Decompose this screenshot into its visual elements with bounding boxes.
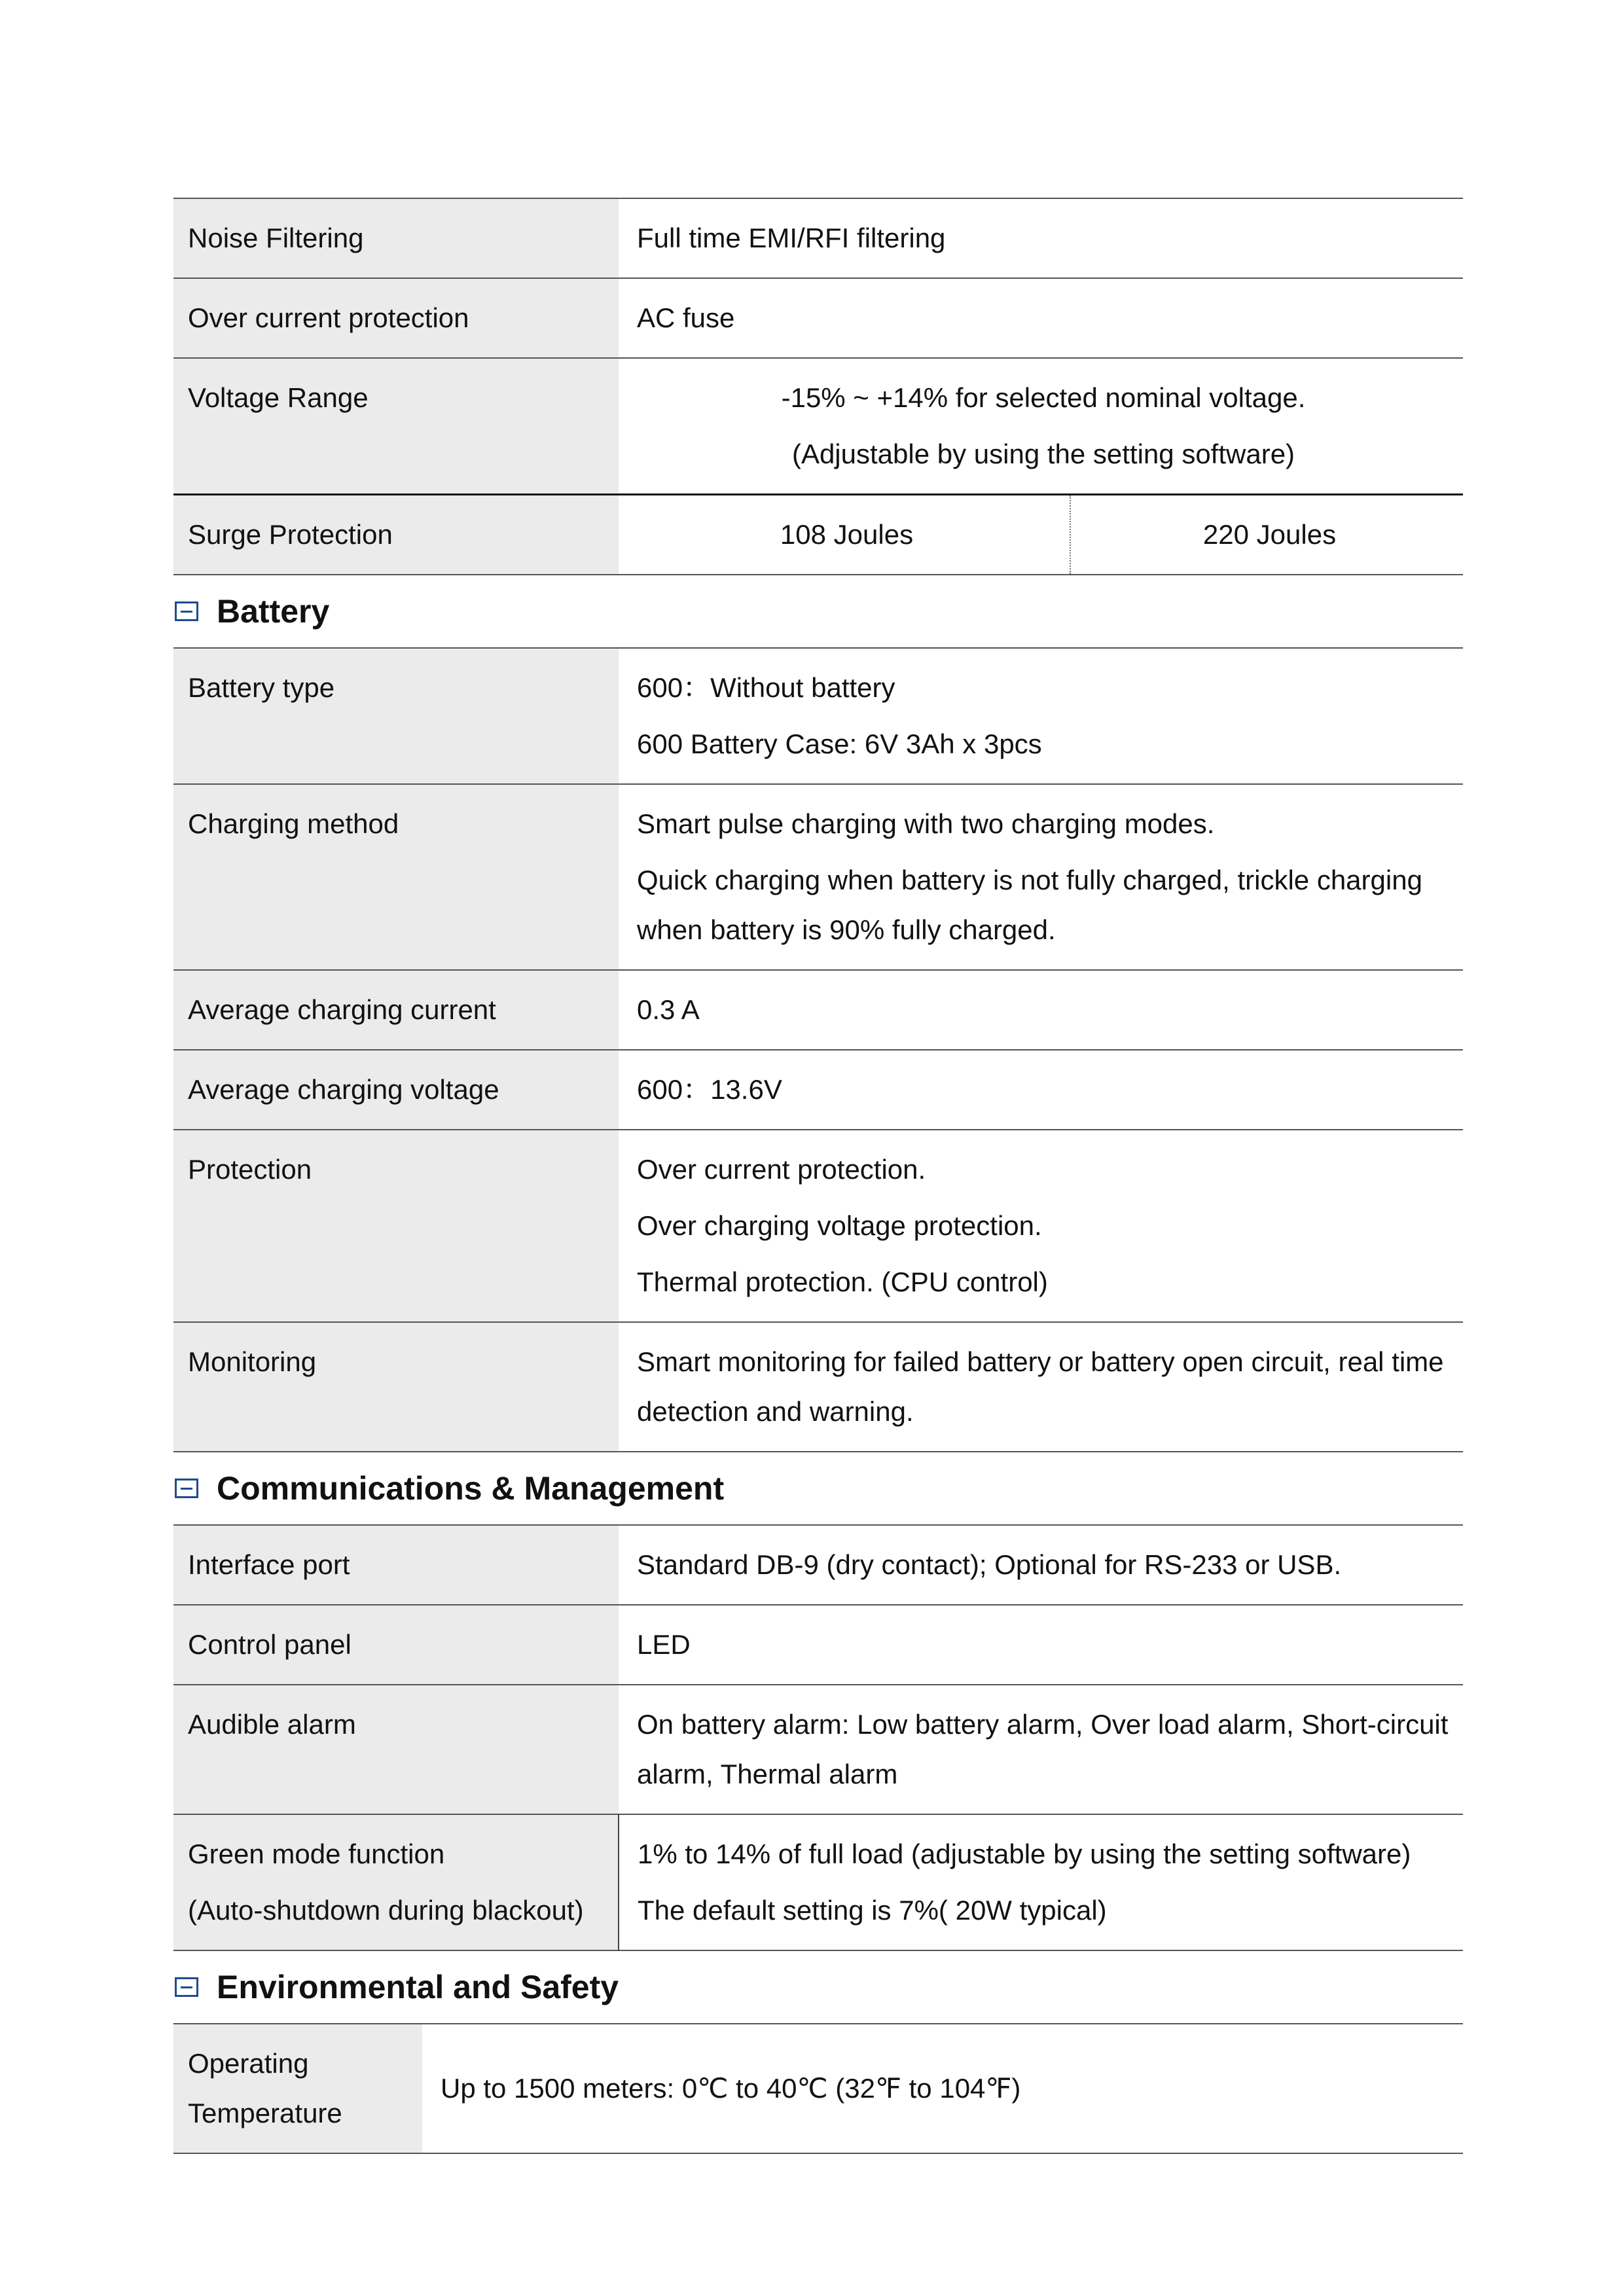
communications-spec-table [173, 1526, 1463, 1951]
value-line: Over current protection. [637, 1154, 926, 1185]
row-label: Over current protection [173, 278, 619, 358]
table-row [173, 495, 1463, 575]
table-row [173, 1605, 1463, 1685]
row-value-b: 220 Joules [1070, 495, 1463, 575]
value-line: -15% ~ +14% for selected nominal voltage. [781, 382, 1306, 413]
table-row [173, 2024, 1463, 2153]
section-heading-battery [173, 575, 1463, 649]
row-value: On battery alarm: Low battery alarm, Over load alarm, Short-circuit alarm, Thermal alarm [637, 1709, 1449, 1789]
row-label: Voltage Range [173, 358, 619, 495]
row-value: Smart monitoring for failed battery or battery open circuit, real time detection and warning. [637, 1346, 1444, 1427]
row-label: Noise Filtering [173, 198, 619, 278]
battery-spec-table [173, 649, 1463, 1452]
table-row [173, 970, 1463, 1050]
collapse-icon [175, 1977, 198, 1997]
value-line: The default setting is 7%( 20W typical) [638, 1895, 1107, 1926]
collapse-icon [175, 1479, 198, 1498]
row-value [619, 1814, 1463, 1950]
row-label: Charging method [173, 784, 619, 970]
table-row [173, 358, 1463, 495]
row-label: Surge Protection [173, 495, 619, 575]
label-line: (Auto-shutdown during blackout) [188, 1895, 584, 1926]
spec-page [173, 198, 1463, 2154]
section-heading-environmental [173, 1951, 1463, 2024]
row-label: Protection [173, 1130, 619, 1322]
row-value: Up to 1500 meters: 0℃ to 40℃ (32℉ to 104℉) [441, 2073, 1021, 2104]
row-label: Average charging current [173, 970, 619, 1050]
row-value: LED [637, 1629, 691, 1660]
section-title: Battery [217, 593, 330, 630]
table-row [173, 1322, 1463, 1452]
power-spec-table [173, 198, 1463, 575]
row-value-a: 108 Joules [780, 519, 914, 550]
value-line: 1% to 14% of full load (adjustable by using the setting software) [638, 1839, 1411, 1869]
row-value: 600：13.6V [637, 1074, 782, 1105]
table-row [173, 1526, 1463, 1605]
section-title: Communications & Management [217, 1470, 725, 1507]
table-row [173, 198, 1463, 278]
section-title: Environmental and Safety [217, 1969, 619, 2005]
value-line: Thermal protection. (CPU control) [637, 1266, 1048, 1297]
value-line: 600：Without battery [637, 672, 895, 703]
table-row [173, 1130, 1463, 1322]
value-line: Over charging voltage protection. [637, 1210, 1042, 1241]
row-label: Audible alarm [173, 1685, 619, 1814]
row-label: Average charging voltage [173, 1050, 619, 1130]
row-value: 0.3 A [637, 994, 700, 1025]
table-row [173, 649, 1463, 784]
collapse-icon [175, 601, 198, 621]
row-value [619, 358, 1463, 495]
value-line: Smart pulse charging with two charging modes. [637, 808, 1215, 839]
row-label: Operating Temperature [173, 2024, 422, 2153]
table-row [173, 278, 1463, 358]
value-line: (Adjustable by using the setting software) [791, 439, 1295, 469]
table-row [173, 1814, 1463, 1950]
row-label: Monitoring [173, 1322, 619, 1452]
row-label: Battery type [173, 649, 619, 784]
row-value [619, 649, 1463, 784]
row-value: Standard DB-9 (dry contact); Optional for RS-233 or USB. [637, 1549, 1342, 1580]
row-label: Interface port [173, 1526, 619, 1605]
row-label [173, 1814, 619, 1950]
row-value [619, 1130, 1463, 1322]
row-label: Control panel [173, 1605, 619, 1685]
table-row [173, 784, 1463, 970]
row-value: AC fuse [637, 302, 735, 333]
label-line: Green mode function [188, 1839, 445, 1869]
row-value [619, 784, 1463, 970]
environmental-spec-table [173, 2024, 1463, 2154]
row-value: Full time EMI/RFI filtering [637, 223, 946, 253]
section-heading-communications [173, 1452, 1463, 1526]
table-row [173, 1050, 1463, 1130]
value-line: 600 Battery Case: 6V 3Ah x 3pcs [637, 728, 1042, 759]
table-row [173, 1685, 1463, 1814]
value-line: Quick charging when battery is not fully charged, trickle charging when battery is 90% fully charged. [637, 865, 1422, 945]
